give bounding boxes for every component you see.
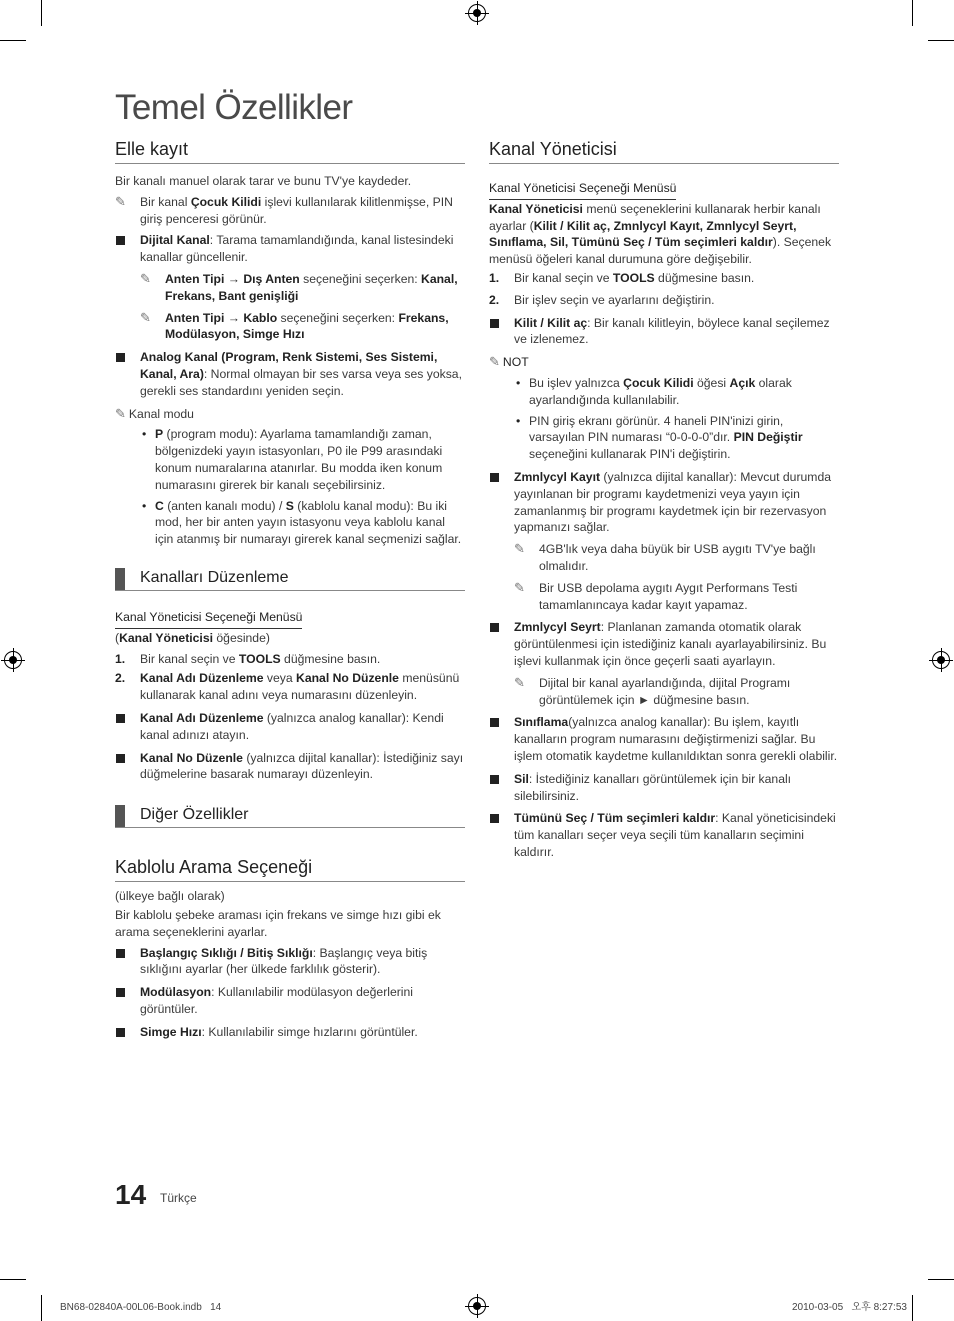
page-number: 14	[115, 1179, 147, 1210]
list-item: Zmnlycyl Seyrt: Planlanan zamanda otomatik olarak görüntülenmesi için istediğiniz kanalı ayarlayabilirsiniz. Bu işlevi kullanmak için önce geçerli saati ayarlayın. ✎ Dijital bir kanal ayarlandığında, dijital Programı görüntülemek için ► düğmesine basın.	[489, 619, 839, 708]
paragraph: Kanal Yöneticisi menü seçeneklerini kullanarak herbir kanalı ayarlar (Kilit / Kilit aç, Zmnlycyl Kayıt, Zmnlycyl Seyrt, Sınıflama, Sil, Tümünü Seç / Tüm seçimleri kaldır). Seçenek menüsü öğeleri kanal durumuna göre değişebilir.	[489, 201, 832, 267]
list-item: Sınıflama(yalnızca analog kanallar): Bu işlem, kayıtlı kanalların program numarasını değiştirmenizi sağlar. Bu işlem otomatik kaydetme kullanıldıktan sonra gerekli olabilir.	[489, 714, 839, 764]
page-title: Temel Özellikler	[115, 88, 353, 127]
pencil-note-icon: ✎	[115, 405, 126, 421]
list-item: Sil: İstediğiniz kanalları görüntülemek için bir kanalı silebilirsiniz.	[489, 771, 839, 805]
numbered-step: 1. Bir kanal seçin ve TOOLS düğmesine basın.	[489, 270, 755, 285]
square-bullet-icon	[116, 236, 125, 245]
crop-mark	[0, 1279, 26, 1280]
paragraph: (ülkeye bağlı olarak)	[115, 889, 225, 904]
square-bullet-icon	[116, 988, 125, 997]
imprint-datetime: 2010-03-05 오후 8:27:53	[792, 1302, 907, 1313]
imprint-file: BN68-02840A-00L06-Book.indb 14	[60, 1302, 222, 1313]
paragraph: (Kanal Yöneticisi öğesinde)	[115, 630, 270, 645]
registration-mark-icon	[468, 4, 486, 22]
crop-mark	[928, 40, 954, 41]
square-bullet-icon	[490, 473, 499, 482]
list-item: Kanal No Düzenle (yalnızca dijital kanallar): İstediğiniz sayı düğmelerine basarak numarayı düzenleyin.	[115, 750, 465, 784]
square-bullet-icon	[116, 754, 125, 763]
note: ✎ Dijital bir kanal ayarlandığında, dijital Programı görüntülemek için ► düğmesine basın.	[514, 674, 791, 707]
pencil-note-icon: ✎	[115, 193, 126, 209]
bullet-icon: •	[142, 427, 147, 442]
note: ✎ NOT	[489, 354, 529, 370]
section-heading-kablolu-arama: Kablolu Arama Seçeneği	[115, 856, 465, 882]
numbered-step: 2. Bir işlev seçin ve ayarlarını değiştirin.	[489, 292, 715, 307]
square-bullet-icon	[116, 1028, 125, 1037]
list-item: Tümünü Seç / Tüm seçimleri kaldır: Kanal yöneticisindeki tüm kanalları seçer veya seçili tüm kanalların seçimini kaldırır.	[489, 810, 839, 860]
pencil-note-icon: ✎	[489, 354, 500, 370]
list-item: Başlangıç Sıklığı / Bitiş Sıklığı: Başlangıç veya bitiş sıklığını ayarlar (her ülkede farklılık gösterir).	[115, 945, 465, 979]
bullet-icon: •	[516, 413, 521, 428]
crop-mark	[928, 1279, 954, 1280]
list-item: Simge Hızı: Kullanılabilir simge hızlarını görüntüler.	[115, 1024, 465, 1041]
note: ✎ Kanal modu	[115, 405, 194, 421]
list-item: • C (anten kanalı modu) / S (kablolu kanal modu): Bu iki mod, her bir anten yayın istasyonu veya kablolu kanal için atanmış bir numarayı girerek kanal seçmenizi sağlar.	[142, 498, 462, 547]
paragraph: Bir kanalı manuel olarak tarar ve bunu TV'ye kaydeder.	[115, 174, 412, 188]
list-item: Zmnlycyl Kayıt (yalnızca dijital kanallar): Mevcut durumda yayınlanan bir programı kaydetmenizi veya yayın için zamanlanmış bir programı kaydetmek için bir rezervasyon yapmanızı sağlar. ✎ 4GB'lık veya daha büyük bir USB aygıtı TV'ye bağlı olmalıdır. ✎ Bir USB depolama aygıtı Aygıt Performans Testi tamamlanıncaya kadar kayıt yapamaz.	[489, 469, 839, 613]
square-bullet-icon	[490, 718, 499, 727]
list-item: • P (program modu): Ayarlama tamamlandığı zaman, bölgenizdeki yayın istasyonları, P0 ile P99 arasındaki konum numaralarına atanırlar. Bu modda iken konum numarasını girerek bir kanalı seçebilirsiniz.	[142, 427, 443, 492]
paragraph: Bir kablolu şebeke araması için frekans ve simge hızı gibi ek arama seçeneklerini ayarlar.	[115, 907, 441, 939]
square-bullet-icon	[490, 814, 499, 823]
menu-title: Kanal Yöneticisi Seçeneği Menüsü	[115, 609, 302, 629]
right-column	[489, 138, 839, 861]
left-column	[115, 138, 465, 1040]
subsection-heading-diger-ozellikler: Diğer Özellikler	[115, 805, 465, 828]
registration-mark-icon	[4, 651, 22, 669]
bullet-icon: •	[516, 375, 521, 390]
list-item: Kilit / Kilit aç: Bir kanalı kilitleyin, böylece kanal seçilemez ve izlenemez.	[489, 315, 839, 349]
registration-mark-icon	[932, 651, 950, 669]
list-item: Modülasyon: Kullanılabilir modülasyon değerlerini görüntüler.	[115, 984, 465, 1018]
list-item: • Bu işlev yalnızca Çocuk Kilidi öğesi Açık olarak ayarlandığında kullanılabilir.	[516, 375, 792, 407]
subsection-heading-kanallari-duzenleme: Kanalları Düzenleme	[115, 568, 465, 591]
pencil-note-icon: ✎	[514, 674, 525, 690]
square-bullet-icon	[116, 714, 125, 723]
numbered-step: 1. Bir kanal seçin ve TOOLS düğmesine basın.	[115, 651, 381, 666]
square-bullet-icon	[116, 353, 125, 362]
square-bullet-icon	[116, 949, 125, 958]
crop-mark	[41, 1295, 42, 1321]
list-item: • PIN giriş ekranı görünür. 4 haneli PIN'inizi girin, varsayılan PIN numarası “0-0-0-0”dır. PIN Değiştir seçeneğini kullanarak PIN'i değiştirin.	[516, 413, 803, 462]
numbered-step: 2. Kanal Adı Düzenleme veya Kanal No Düzenle menüsünü kullanarak kanal adını veya numarasını düzenleyin.	[115, 671, 460, 703]
note: ✎ Bir USB depolama aygıtı Aygıt Performans Testi tamamlanıncaya kadar kayıt yapamaz.	[514, 579, 798, 612]
pencil-note-icon: ✎	[514, 579, 525, 595]
note: ✎ 4GB'lık veya daha büyük bir USB aygıtı TV'ye bağlı olmalıdır.	[514, 541, 816, 573]
note: ✎ Anten Tipi → Kablo seçeneğini seçerken: Frekans, Modülasyon, Simge Hızı	[140, 309, 449, 342]
crop-mark	[912, 0, 913, 26]
square-bullet-icon	[490, 319, 499, 328]
crop-mark	[0, 40, 26, 41]
list-item: Kanal Adı Düzenleme (yalnızca analog kanallar): Kendi kanal adınızı atayın.	[115, 710, 465, 744]
crop-mark	[912, 1295, 913, 1321]
section-heading-elle-kayit: Elle kayıt	[115, 138, 465, 164]
pencil-note-icon: ✎	[140, 270, 151, 286]
pencil-note-icon: ✎	[140, 309, 151, 325]
section-heading-kanal-yoneticisi: Kanal Yöneticisi	[489, 138, 839, 164]
list-item: Analog Kanal (Program, Renk Sistemi, Ses Sistemi, Kanal, Ara): Normal olmayan bir ses varsa veya ses yoksa, gerekli ses standardını yeniden seçin.	[115, 349, 465, 399]
registration-mark-icon	[468, 1297, 486, 1315]
square-bullet-icon	[490, 775, 499, 784]
pencil-note-icon: ✎	[514, 541, 525, 557]
square-bullet-icon	[490, 623, 499, 632]
bullet-icon: •	[142, 498, 147, 513]
note: ✎ Bir kanal Çocuk Kilidi işlevi kullanılarak kilitlenmişse, PIN giriş penceresi görünür.	[115, 193, 453, 226]
page-language: Türkçe	[160, 1191, 197, 1205]
menu-title: Kanal Yöneticisi Seçeneği Menüsü	[489, 180, 676, 200]
crop-mark	[41, 0, 42, 26]
note: ✎ Anten Tipi → Dış Anten seçeneğini seçerken: Kanal, Frekans, Bant genişliği	[140, 270, 458, 303]
list-item: Dijital Kanal: Tarama tamamlandığında, kanal listesindeki kanallar güncellenir. ✎ Anten Tipi → Dış Anten seçeneğini seçerken: Kanal, Frekans, Bant genişliği ✎ Anten Tipi → Kablo seçeneğini seçerken: Frekans, Modülasyon, Simge Hızı	[115, 232, 465, 343]
